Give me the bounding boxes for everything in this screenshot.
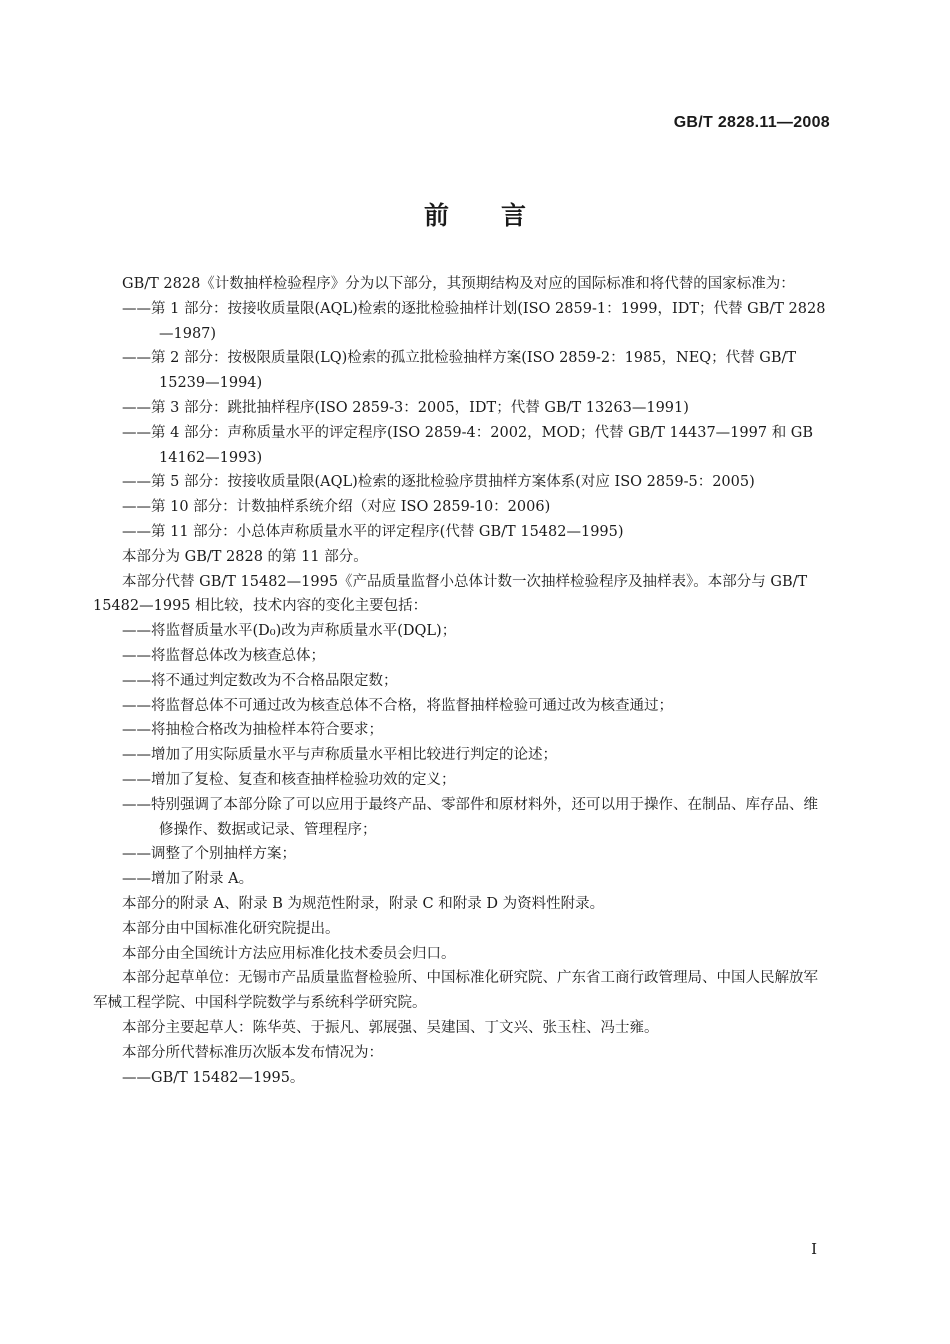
- list-item: ——增加了附录 A。: [122, 871, 254, 888]
- standard-number: GB/T 2828.11—2008: [673, 114, 830, 131]
- list-item: ——第 1 部分：按接收质量限(AQL)检索的逐批检验抽样计划(ISO 2859-1：1999，IDT；代替 GB/T 2828—1987): [122, 300, 826, 342]
- paragraph: 本部分由全国统计方法应用标准化技术委员会归口。: [122, 945, 456, 962]
- list-item: ——第 2 部分：按极限质量限(LQ)检索的孤立批检验抽样方案(ISO 2859-2：1985，NEQ；代替 GB/T 15239—1994): [122, 350, 797, 392]
- list-item: ——第 5 部分：按接收质量限(AQL)检索的逐批检验序贯抽样方案体系(对应 ISO 2859-5：2005): [122, 474, 755, 491]
- paragraph: 本部分所代替标准历次版本发布情况为：: [122, 1044, 383, 1061]
- paragraph: 本部分主要起草人：陈华英、于振凡、郭展强、吴建国、丁文兴、张玉柱、冯士雍。: [122, 1019, 659, 1036]
- paragraph: 本部分由中国标准化研究院提出。: [122, 920, 340, 937]
- list-item: ——第 10 部分：计数抽样系统介绍（对应 ISO 2859-10：2006): [122, 499, 551, 516]
- list-item: ——将监督总体不可通过改为核查总体不合格，将监督抽样检验可通过改为核查通过；: [122, 697, 673, 714]
- list-item: ——第 11 部分：小总体声称质量水平的评定程序(代替 GB/T 15482—1995): [122, 523, 624, 540]
- list-item: ——第 3 部分：跳批抽样程序(ISO 2859-3：2005，IDT；代替 GB/T 13263—1991): [122, 399, 689, 416]
- paragraph: 本部分的附录 A、附录 B 为规范性附录，附录 C 和附录 D 为资料性附录。: [122, 895, 605, 912]
- page-title: 前言: [423, 201, 578, 230]
- list-item: ——将监督总体改为核查总体；: [122, 647, 325, 664]
- list-item: ——GB/T 15482—1995。: [122, 1069, 305, 1086]
- list-item: ——第 4 部分：声称质量水平的评定程序(ISO 2859-4：2002，MOD；代替 GB/T 14437—1997 和 GB 14162—1993): [122, 424, 814, 466]
- list-item: ——将不通过判定数改为不合格品限定数；: [122, 672, 398, 689]
- list-item: ——特别强调了本部分除了可以应用于最终产品、零部件和原材料外，还可以用于操作、在制品、库存品、维修操作、数据或记录、管理程序；: [122, 796, 818, 838]
- paragraph: 本部分起草单位：无锡市产品质量监督检验所、中国标准化研究院、广东省工商行政管理局、中国人民解放军军械工程学院、中国科学院数学与系统科学研究院。: [93, 970, 818, 1012]
- paragraph: 本部分为 GB/T 2828 的第 11 部分。: [122, 548, 368, 565]
- list-item: ——增加了用实际质量水平与声称质量水平相比较进行判定的论述；: [122, 747, 557, 764]
- paragraph: GB/T 2828《计数抽样检验程序》分为以下部分，其预期结构及对应的国际标准和将代替的国家标准为：: [122, 276, 795, 292]
- list-item: ——增加了复检、复查和核查抽样检验功效的定义；: [122, 771, 456, 788]
- list-item: ——调整了个别抽样方案；: [122, 846, 296, 863]
- paragraph: 本部分代替 GB/T 15482—1995《产品质量监督小总体计数一次抽样检验程序及抽样表》。本部分与 GB/T 15482—1995 相比较，技术内容的变化主要包括：: [93, 573, 808, 615]
- document-body: [93, 272, 831, 1090]
- list-item: ——将抽检合格改为抽检样本符合要求；: [122, 722, 383, 739]
- page-number: I: [811, 1240, 817, 1258]
- list-item: ——将监督质量水平(D₀)改为声称质量水平(DQL)；: [122, 623, 457, 640]
